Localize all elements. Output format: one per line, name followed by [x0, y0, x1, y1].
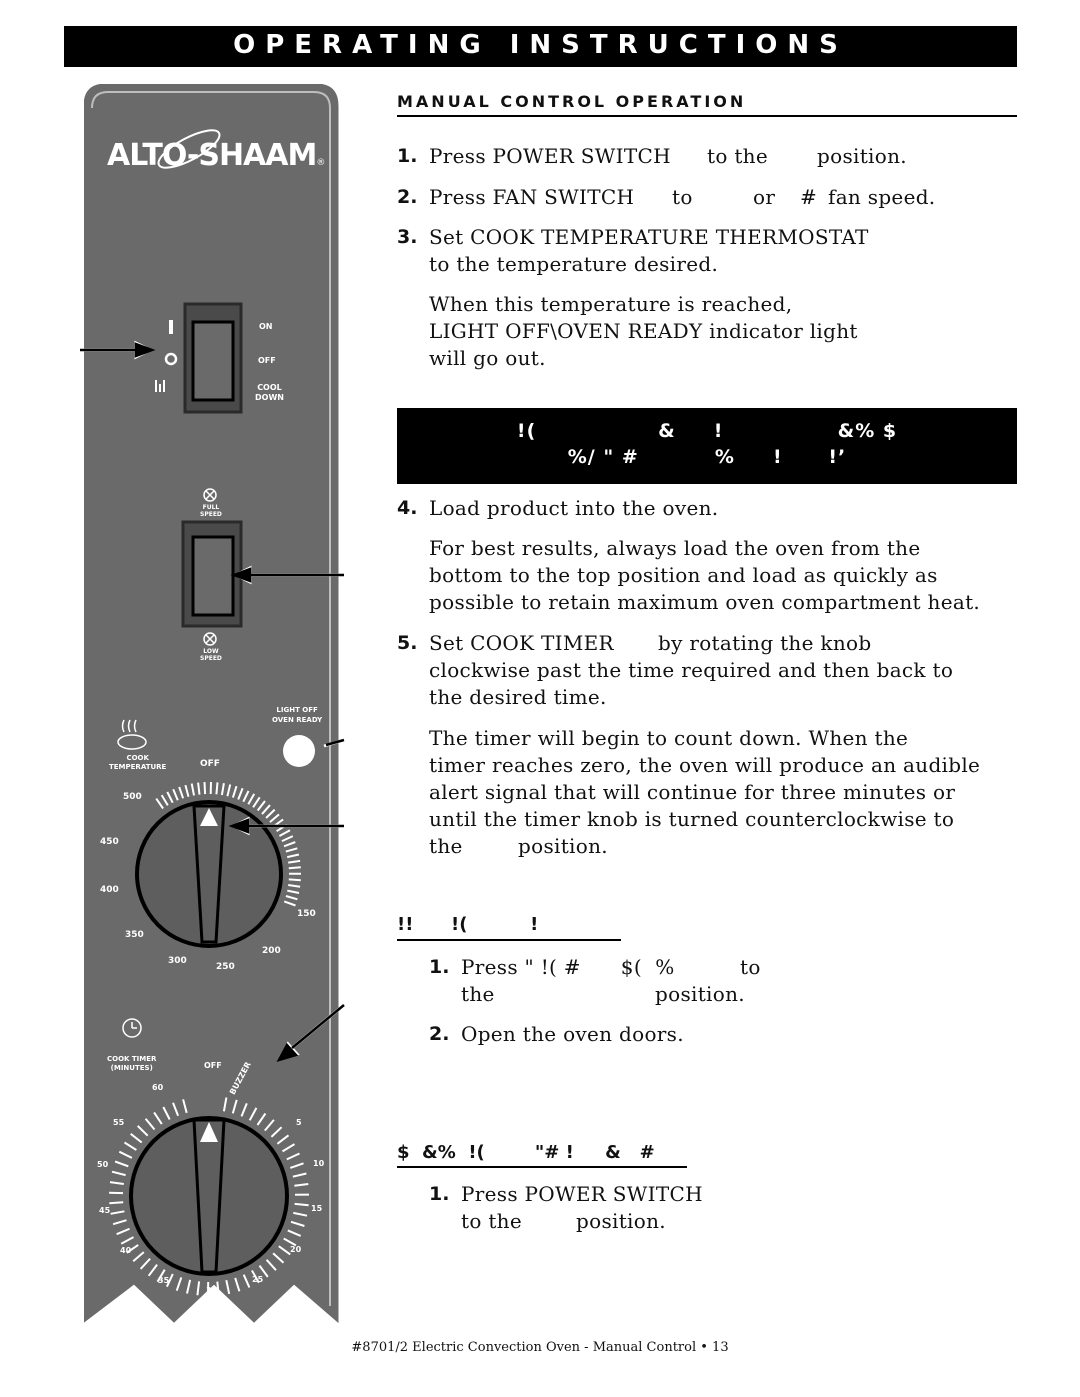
- header-bar: [64, 26, 1017, 67]
- temp-tick-400: 400: [100, 885, 119, 895]
- timer-tick-5: 5: [296, 1118, 302, 1127]
- power-off-label: OFF: [258, 356, 276, 365]
- step1-text-a: Press POWER SWITCH: [429, 144, 671, 168]
- fan-full-label-line2: SPEED: [200, 511, 222, 518]
- manual-heading: MANUAL CONTROL OPERATION: [397, 92, 747, 111]
- step2-text-e: fan speed.: [828, 185, 936, 209]
- section2-heading: !! !( !: [397, 914, 539, 935]
- section2-step1-line2b: position.: [655, 982, 745, 1006]
- temp-tick-150: 150: [297, 909, 316, 919]
- para5-line5a: the: [429, 834, 463, 858]
- section2-step2-text: Open the oven doors.: [461, 1022, 684, 1046]
- para4-line1: For best results, always load the oven from the: [429, 536, 921, 560]
- power-on-label: ON: [259, 322, 273, 331]
- step3-line2: to the temperature desired.: [429, 252, 719, 276]
- step2-text-a: Press FAN SWITCH: [429, 185, 635, 209]
- timer-tick-60: 60: [152, 1083, 164, 1092]
- para4-line2: bottom to the top position and load as quickly as: [429, 563, 938, 587]
- step1-text-c: position.: [817, 144, 907, 168]
- temp-tick-200: 200: [262, 946, 281, 956]
- section3-heading: $ &% !( "# ! & #: [397, 1142, 655, 1163]
- note-line2: %/ " # % ! !’: [567, 446, 847, 468]
- timer-knob-off: OFF: [204, 1061, 222, 1070]
- section2-step1-line2a: the: [461, 982, 495, 1006]
- step3-line1: Set COOK TEMPERATURE THERMOSTAT: [429, 225, 869, 249]
- para5-line2: timer reaches zero, the oven will produce an audible: [429, 753, 981, 777]
- step1-text-b: to the: [707, 144, 768, 168]
- section3-step1-line1: Press POWER SWITCH: [461, 1182, 703, 1206]
- temp-knob-label-line2: TEMPERATURE: [109, 763, 167, 771]
- temp-knob-label-line1: COOK: [126, 754, 149, 762]
- timer-tick-20: 20: [290, 1245, 302, 1254]
- timer-tick-35: 35: [158, 1276, 170, 1285]
- oven-ready-label-line2: OVEN READY: [272, 716, 323, 724]
- fan-full-label-line1: FULL: [202, 504, 220, 511]
- para5-line1: The timer will begin to count down. When the: [429, 726, 909, 750]
- fan-low-label-line2: SPEED: [200, 655, 222, 662]
- timer-tick-55: 55: [113, 1118, 125, 1127]
- timer-tick-30: 30: [206, 1286, 218, 1295]
- page-title: OPERATING INSTRUCTIONS: [233, 30, 848, 60]
- timer-tick-15: 15: [311, 1204, 323, 1213]
- step5-line2: clockwise past the time required and then back to: [429, 658, 954, 682]
- section2-step1-text-b: to: [740, 955, 761, 979]
- timer-tick-10: 10: [313, 1159, 325, 1168]
- step1-number: 1.: [397, 145, 418, 167]
- brand-logo-text: ALTO-SHAAM: [107, 138, 317, 173]
- section2-heading-rule: [397, 939, 621, 941]
- timer-tick-40: 40: [120, 1246, 132, 1255]
- oven-ready-label-line1: LIGHT OFF: [276, 706, 318, 714]
- temp-tick-250: 250: [216, 962, 235, 972]
- timer-tick-50: 50: [97, 1160, 109, 1169]
- timer-tick-45: 45: [99, 1206, 111, 1215]
- step5-text-b: by rotating the knob: [658, 631, 872, 655]
- temp-knob-off: OFF: [200, 759, 220, 769]
- step5-number: 5.: [397, 632, 418, 654]
- para5-line4: until the timer knob is turned counterclockwise to: [429, 807, 955, 831]
- section2-step1-number: 1.: [429, 956, 450, 978]
- step2-text-b: to: [672, 185, 693, 209]
- temp-tick-450: 450: [100, 837, 119, 847]
- temp-tick-300: 300: [168, 956, 187, 966]
- step2-text-c: or: [753, 185, 776, 209]
- cool-down-label-line1: COOL: [257, 383, 282, 392]
- para3-line3: will go out.: [429, 346, 546, 370]
- callout-arrows: [80, 330, 400, 1090]
- step5-line3: the desired time.: [429, 685, 607, 709]
- step4-number: 4.: [397, 497, 418, 519]
- cool-down-label-line2: DOWN: [255, 393, 284, 402]
- timer-knob-label-line2: (MINUTES): [110, 1064, 153, 1072]
- section3-step1-line2b: position.: [576, 1209, 666, 1233]
- para5-line5b: position.: [518, 834, 608, 858]
- step5-text-a: Set COOK TIMER: [429, 631, 614, 655]
- timer-knob-label-line1: COOK TIMER: [107, 1055, 157, 1063]
- step4-text: Load product into the oven.: [429, 496, 719, 520]
- section3-step1-number: 1.: [429, 1183, 450, 1205]
- para4-line3: possible to retain maximum oven compartment heat.: [429, 590, 981, 614]
- section2-step1-text-a: Press " !( # $( %: [461, 955, 675, 979]
- section2-step2-number: 2.: [429, 1023, 450, 1045]
- timer-buzzer-label: BUZZER: [228, 1060, 253, 1097]
- section3-heading-rule: [397, 1166, 687, 1168]
- para3-line1: When this temperature is reached,: [429, 292, 793, 316]
- step2-number: 2.: [397, 186, 418, 208]
- para5-line3: alert signal that will continue for three minutes or: [429, 780, 956, 804]
- temp-tick-500: 500: [123, 792, 142, 802]
- brand-logo: [107, 138, 324, 173]
- section3-step1-line2a: to the: [461, 1209, 522, 1233]
- note-box: [397, 408, 1017, 484]
- temp-tick-350: 350: [125, 930, 144, 940]
- timer-tick-25: 25: [252, 1275, 264, 1284]
- brand-logo-mark: ®: [316, 158, 325, 168]
- fan-low-label-line1: LOW: [203, 648, 219, 655]
- para3-line2: LIGHT OFF\OVEN READY indicator light: [429, 319, 858, 343]
- step3-number: 3.: [397, 226, 418, 248]
- note-line1: !( & ! &% $: [516, 420, 898, 442]
- page-footer: #8701/2 Electric Convection Oven - Manual Control • 13: [351, 1340, 729, 1355]
- manual-heading-rule: [397, 115, 1017, 117]
- step2-text-d: #: [800, 185, 818, 209]
